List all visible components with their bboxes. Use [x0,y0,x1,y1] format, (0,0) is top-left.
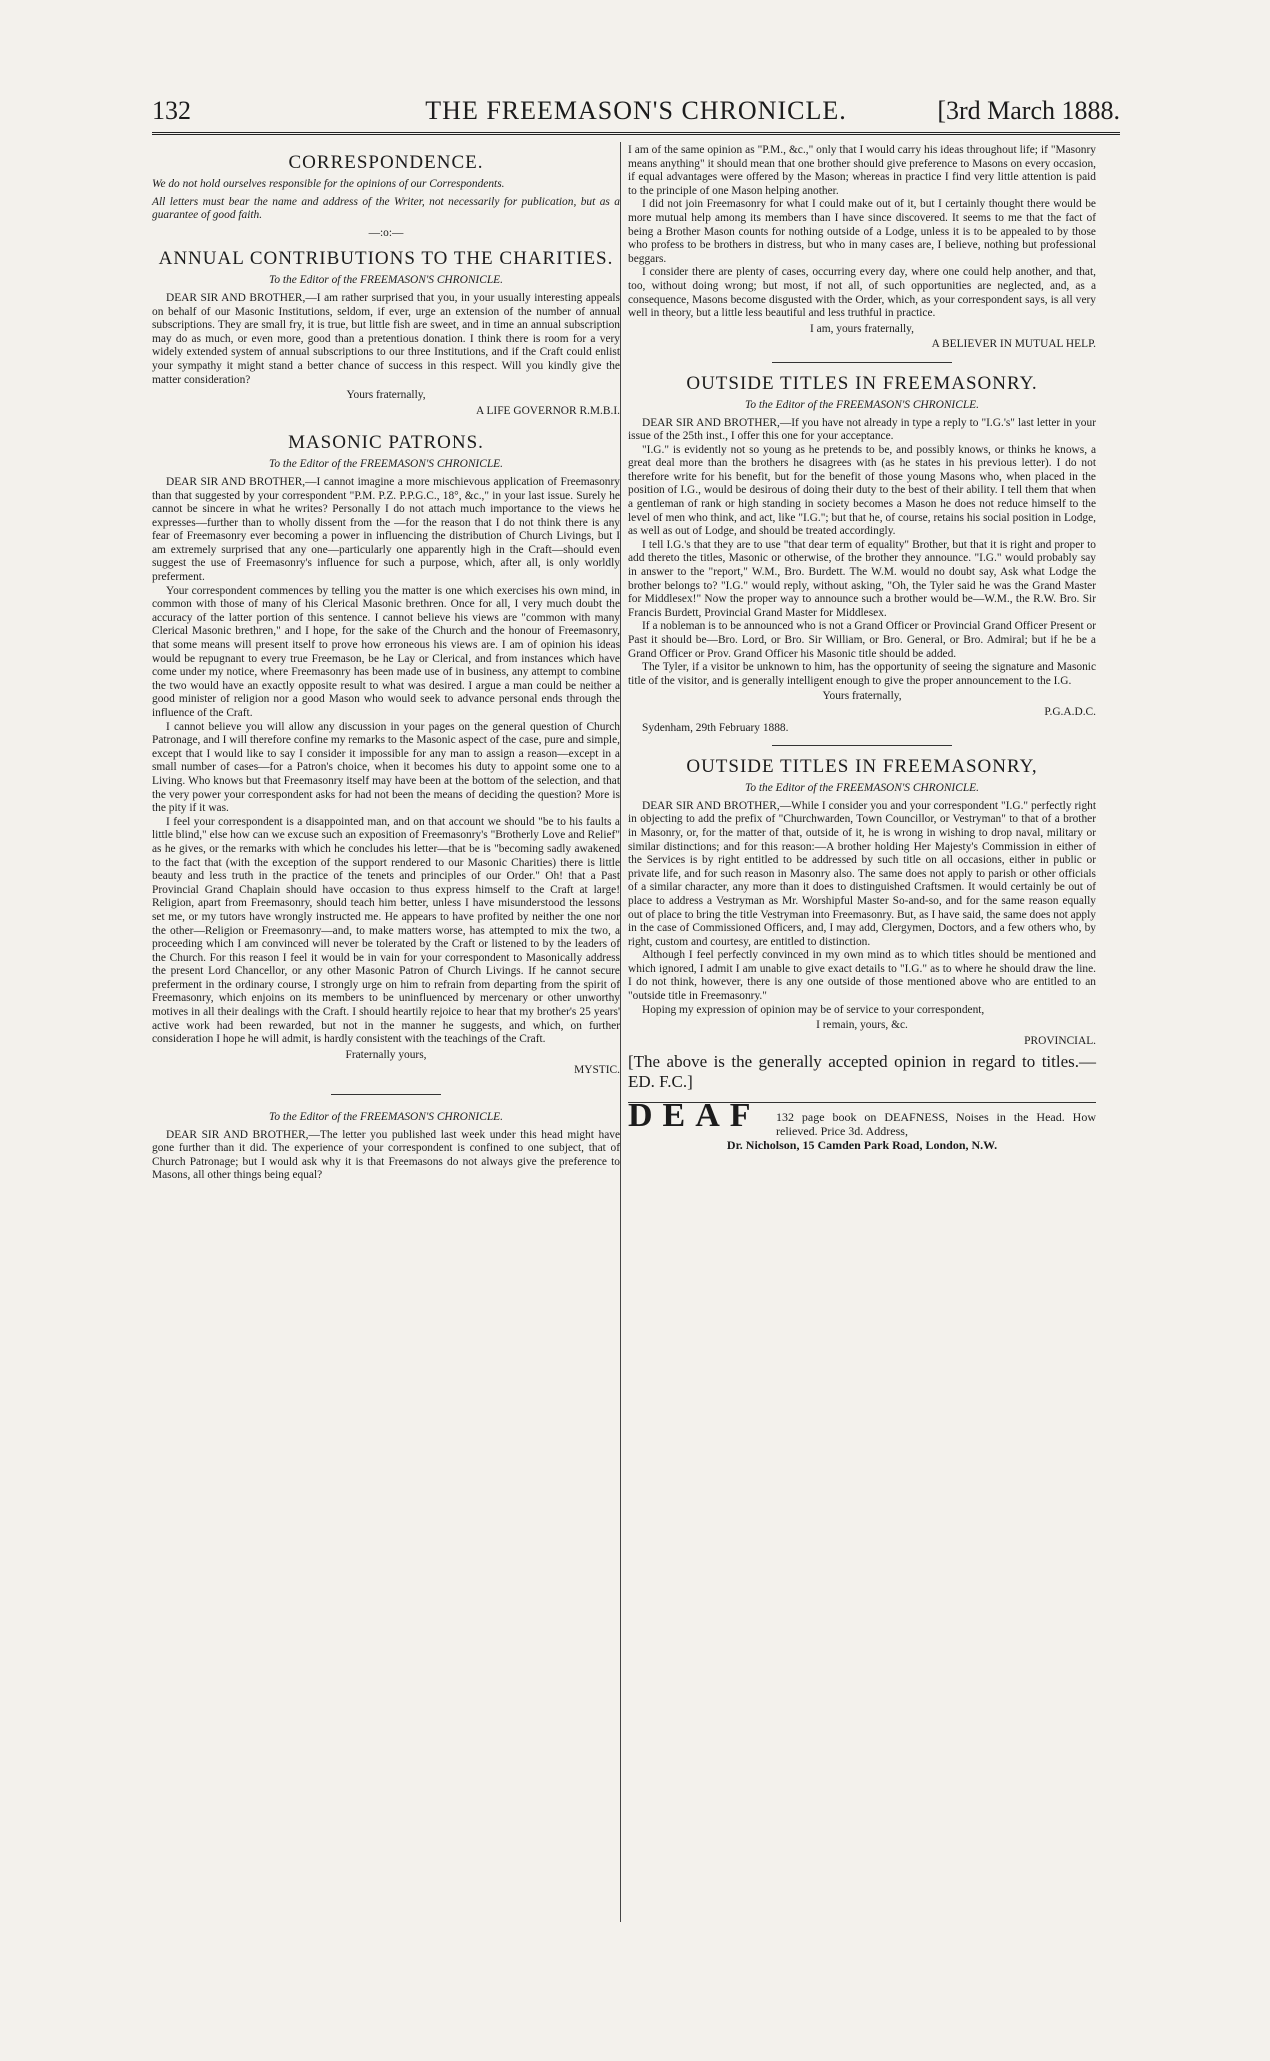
letter-heading-outside-titles-2: OUTSIDE TITLES IN FREEMASONRY, [686,756,1038,778]
section-heading-correspondence: CORRESPONDENCE. [288,152,484,173]
letter-paragraph: If a nobleman is to be announced who is not a Grand Officer or Provincial Grand Officer Present or Past it should be—Bro. Lord, or Bro. Sir William, or Bro. General, or Bro. Admiral; but if he be a Grand Officer or Prov. Grand Officer his Masonic title should be added. [628,620,1096,660]
advert-headline: DEAF [628,1097,761,1135]
to-editor-line: To the Editor of the FREEMASON'S CHRONICLE. [269,458,503,471]
section-rule [772,362,952,363]
letter-signature: MYSTIC. [574,1064,620,1077]
letter-closing: Yours fraternally, [822,690,902,703]
letter-paragraph: Your correspondent commences by telling you the matter is one which exercises his own mind, in common with those of many of his Clerical Masonic brethren. Once for all, I very much doubt the accuracy of the latter portion of this sentence. I cannot believe his views are "common with many Clerical Masonic brethren," and I hope, for the sake of the Church and the honour of Freemasonry, that some means will present itself to prove how erroneous his views are. I am of opinion his ideas would be repugnant to every true Freemason, be he Lay or Clerical, and from instances which have come under my notice, where Freemasonry has been made use of in business, any attempt to combine the two would have an exactly opposite result to what was desired. I argue a man could be neither a good minister of religion nor a good Mason who would seek to advance personal ends through the influence of the Craft. [152,584,620,719]
letter-closing: I remain, yours, &c. [816,1019,908,1032]
letter-signature: A LIFE GOVERNOR R.M.B.I. [476,404,620,417]
letter-heading-outside-titles: OUTSIDE TITLES IN FREEMASONRY. [686,372,1038,394]
letter-paragraph: I feel your correspondent is a disappointed man, and on that account we should "be to his faults a little blind," else how can we excuse such an exposition of Freemasonry's "Brotherly Love and Relief" as he gives, or the remarks with which he concludes his letter—that be is "becoming sadly awakened to the fact that (with the exception of the support rendered to our Masonic Charities) there is little beauty and less truth in the practice of the tenets and principles of our Order." Oh! that a Past Provincial Grand Chaplain should have occasion to thus express himself to the Craft at large! Religion, apart from Freemasonry, should teach him better, unless I have misunderstood the lessons set me, or my tutors have wrongly instructed me. He appears to have profited by neither the one nor the other—Religion or Freemasonry—and, to make matters worse, has attempted to mix the two, a proceeding which I am convinced will never be tolerated by the Craft or listened to by the leaders of the Church. For this reason I feel it would be in vain for your correspondent to Masonically address the present Lord Chancellor, or any other Masonic Patron of Church Livings. If he cannot secure preferment in the ordinary course, I strongly urge on him to refrain from departing from the spirit of Freemasonry, which enjoins on its members to be uninfluenced by mercenary or other unworthy motives in all their dealings with the Craft. I should heartily rejoice to hear that my brother's 25 years' active work had been rewarded, but not in the manner he suggests, and which, on further consideration I hope he will admit, is hardly consistent with the teachings of the Craft. [152,815,620,1046]
letter-closing: Fraternally yours, [345,1048,427,1061]
letter-paragraph: I consider there are plenty of cases, occurring every day, where one could help another, and that, too, without doing wrong; but most, if not all, of such opportunities are neglected, and, as a consequence, Masons become disgusted with the Order, which, as your correspondent says, is all very well in theory, but a little less beautiful and less truthful in practice. [628,266,1096,320]
left-column [152,144,620,1183]
deafness-advertisement [628,1097,1096,1165]
letter-paragraph: DEAR SIR AND BROTHER,—I cannot imagine a more mischievous application of Freemasonry than that suggested by your correspondent "P.M. P.Z. P.P.G.C., 18°, &c.," in your last issue. Surely he cannot be sincere in what he writes? Personally I do not attach much importance to the views he expresses—further than to wholly dissent from the —for the reason that I do not think there is any fear of Freemasonry ever becoming a power in influencing the distribution of Church Livings, but I am extremely surprised that any one—particularly one apparently high in the Craft—should even suggest the use of Freemasonry's influence for such a purpose, which, after all, is only worldly preferment. [152,475,620,584]
letter-paragraph: I did not join Freemasonry for what I could make out of it, but I certainly thought there would be more mutual help among its members than I have since discovered. It seems to me that the fact of being a Brother Mason counts for nothing outside of a Lodge, unless it is to be appealed to by those who profess to be brothers in distress, but who in many cases are, I believe, nothing but professional beggars. [628,198,1096,265]
letter-signature: A BELIEVER IN MUTUAL HELP. [931,338,1096,351]
to-editor-line: To the Editor of the FREEMASON'S CHRONICLE. [269,1111,503,1124]
letter-paragraph: "I.G." is evidently not so young as he pretends to be, and possibly knows, or thinks he knows, a great deal more than the brothers he disagrees with (as he states in his previous letter). I do not therefore write for his benefit, but for the benefit of those young Masons who, when placed in the position of I.G., would be desirous of doing their duty to the best of their ability. I tell them that when a gentleman of rank or high standing in society becomes a Mason he does not reduce himself to the level of men who think, and act, like "I.G."; but that he, of course, retains his social position in Lodge, as well as out of Lodge, and should be treated accordingly. [628,443,1096,538]
letters-policy-note: All letters must bear the name and address of the Writer, not necessarily for publication, but as a guarantee of good faith. [152,195,620,222]
page-number: 132 [152,96,191,125]
right-column [628,144,1096,1165]
letter-signature: PROVINCIAL. [1024,1034,1096,1047]
issue-date: [3rd March 1888. [937,96,1120,125]
section-rule [331,1094,441,1095]
letter-paragraph: The Tyler, if a visitor be unknown to him, has the opportunity of seeing the signature and Masonic title of the visitor, and is generally intelligent enough to give the proper announcement to the I.G. [628,661,1096,687]
letter-heading-charities: ANNUAL CONTRIBUTIONS TO THE CHARITIES. [158,248,614,270]
letter-closing: Yours fraternally, [346,389,426,402]
letter-signature: P.G.A.D.C. [1044,705,1096,718]
to-editor-line: To the Editor of the FREEMASON'S CHRONICLE. [745,398,979,411]
ornament-divider: —:o:— [368,226,404,239]
letter-paragraph: I tell I.G.'s that they are to use "that dear term of equality" Brother, but that it is right and proper to add thereto the titles, Masonic or otherwise, of the brother they announce. "I.G." would probably say in answer to the "report," W.M., Bro. Burdett. The W.M. would no doubt say, Ask what Lodge the brother belongs to? "I.G." would reply, without asking, "Oh, the Tyler said he was the Grand Master for Middlesex!" Now the proper way to announce such a brother would be—W.M., the R.W. Bro. Sir Francis Burdett, Provincial Grand Master for Middlesex. [628,538,1096,619]
letter-heading-masonic-patrons: MASONIC PATRONS. [288,432,484,454]
letter-paragraph: DEAR SIR AND BROTHER,—While I consider you and your correspondent "I.G." perfectly right in objecting to add the prefix of "Churchwarden, Town Councillor, or Vestryman" to that of a brother in Masonry, or, for the matter of that, outside of it, he is wrong in wishing to drop naval, military or similar distinctions; and for this reason:—A brother holding Her Majesty's Commission in either of the Services is by right entitled to be addressed by such title on all occasions, either in public or private life, and for such reason in Masonry also. The same does not apply to parish or other officials of a similar character, any more than it does to distinguished Craftsmen. It would certainly be out of place to address a Vestryman as Mr. Worshipful Master So-and-so, and for the same reason equally out of place to bring the title Vestryman into Freemasonry. But, as I have said, the same does not apply in the case of Commissioned Officers, and, I may add, Clergymen, Doctors, and a few others who, by right, custom and courtesy, are entitled to distinction. [628,799,1096,948]
letter-closing: I am, yours fraternally, [810,322,914,335]
advert-address: Dr. Nicholson, 15 Camden Park Road, London, N.W. [726,1138,998,1153]
letter-paragraph: I am of the same opinion as "P.M., &c.," only that I would carry his ideas throughout life; if "Masonry means anything" it should mean that one brother should give preference to Masons on every occasion, if equal advantages were offered by the Mason; whereas in practice I find very little attention is paid to the principle of one Mason helping another. [628,144,1096,197]
section-rule [772,745,952,746]
page-header [152,92,1120,135]
column-divider [620,142,621,1922]
letter-paragraph: DEAR SIR AND BROTHER,—I am rather surprised that you, in your usually interesting appeals on behalf of our Masonic Institutions, seldom, if ever, urge an extension of the number of annual subscriptions. They are small fry, it is true, but little fish are sweet, and in time an annual subscription may do as much, or even more, good than a pretentious donation. I think there is room for a very widely extended system of annual subscriptions to our three Institutions, and if the Craft could enlist your sympathy it might stand a better chance of success in this respect. Will you kindly give the matter consideration? [152,291,620,386]
place-date-line: Sydenham, 29th February 1888. [642,721,789,734]
letter-paragraph: Hoping my expression of opinion may be of service to your correspondent, [642,1003,985,1016]
to-editor-line: To the Editor of the FREEMASON'S CHRONICLE. [269,274,503,287]
to-editor-line: To the Editor of the FREEMASON'S CHRONICLE. [745,782,979,795]
letter-paragraph: Although I feel perfectly convinced in my own mind as to which titles should be mentioned and which ignored, I admit I am unable to give exact details to "I.G." as to where he should draw the line. I do not think, however, there is any one outside of those mentioned above who are entitled to an "outside title in Freemasonry." [628,949,1096,1003]
masthead-title: THE FREEMASON'S CHRONICLE. [425,96,847,125]
letter-paragraph: I cannot believe you will allow any discussion in your pages on the general question of Church Patronage, and I will therefore confine my remarks to the Masonic aspect of the case, pure and simple, except that I would like to say I consider it impossible for any man to assign a reason—except in a small number of cases—for a Patron's choice, when it becomes his duty to appoint some one to a Living. Who knows but that Freemasonry itself may have been at the bottom of the selection, and that the very power your correspondent asks for had not been the means of deciding the question? More is the pity if it was. [152,720,620,815]
letter-paragraph: DEAR SIR AND BROTHER,—The letter you published last week under this head might have gone further than it did. The experience of your correspondent is confined to one subject, that of Church Patronage; but I would ask why it is that Freemasons do not always give the preference to Masons, all other things being equal? [152,1128,620,1182]
advert-text: 132 page book on DEAFNESS, Noises in the Head. How relieved. Price 3d. Address, [776,1110,1096,1139]
letter-paragraph: DEAR SIR AND BROTHER,—If you have not already in type a reply to "I.G.'s" last letter in your issue of the 25th inst., I offer this one for your acceptance. [628,416,1096,443]
disclaimer-note: We do not hold ourselves responsible for the opinions of our Correspondents. [152,178,505,190]
editor-note: [The above is the generally accepted opinion in regard to titles.—ED. F.C.] [628,1052,1096,1092]
